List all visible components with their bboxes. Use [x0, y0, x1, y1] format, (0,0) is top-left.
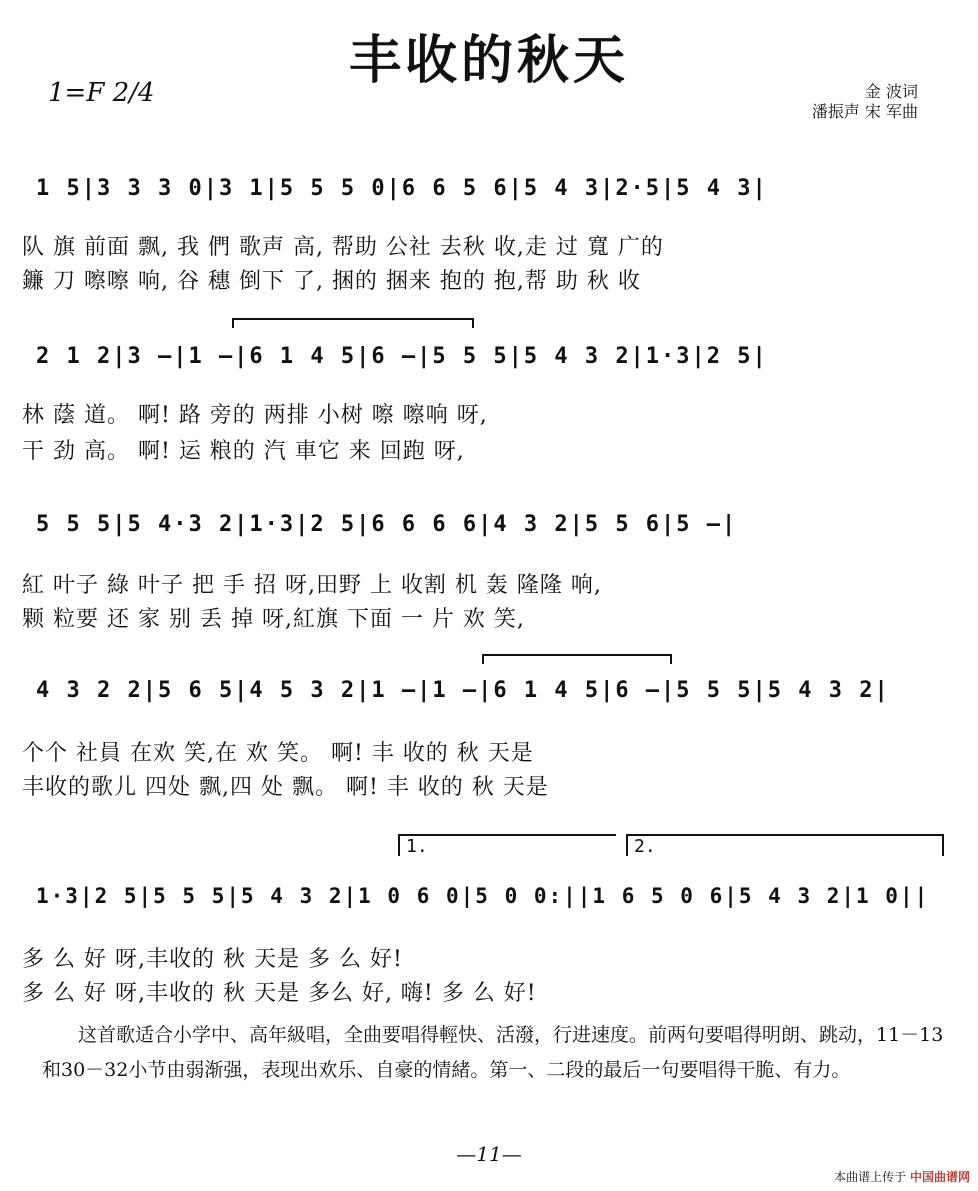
performance-notes: 这首歌适合小学中、高年級唱，全曲要唱得輕快、活潑，行进速度。前两句要唱得明朗、跳动，11－13和30－32小节由弱渐强，表现出欢乐、自豪的情緒。第一、二段的最后一句要唱得干脆、有力。	[42, 1024, 944, 1081]
notation-line: 4 3 2 2|5 6 5|4 5 3 2|1 —|1 —|6 1 4 5|6 —|5 5 5|5 4 3 2|	[36, 678, 890, 703]
lyricist-credit: 金 波词	[864, 82, 918, 101]
lyric-verse-2: 干 劲 高。 啊! 运 粮的 汽 車它 来 回跑 呀,	[22, 439, 465, 464]
lyric-verse-2: 鐮 刀 嚓嚓 响, 谷 穗 倒下 了, 捆的 捆来 抱的 抱,帮 助 秋 收	[22, 269, 641, 294]
song-title: 丰收的秋天	[348, 31, 629, 91]
first-ending-label: 1.	[406, 836, 428, 857]
notation-line: 1 5|3 3 3 0|3 1|5 5 5 0|6 6 5 6|5 4 3|2·5|5 4 3|	[36, 176, 768, 201]
notation-line: 5 5 5|5 4·3 2|1·3|2 5|6 6 6 6|4 3 2|5 5 6|5 —|	[36, 512, 738, 537]
phrase-bracket	[482, 654, 672, 664]
key-signature: 1=F 2/4	[48, 78, 155, 108]
notation-line: 1·3|2 5|5 5 5|5 4 3 2|1 0 6 0|5 0 0:||1 6 5 0 6|5 4 3 2|1 0||	[36, 884, 930, 908]
first-ending-bracket	[398, 834, 616, 856]
source-footer	[834, 1168, 970, 1185]
lyric-verse-2: 丰收的歌儿 四处 飘,四 处 飘。 啊! 丰 收的 秋 天是	[22, 775, 549, 800]
credits	[812, 82, 918, 122]
second-ending-bracket	[626, 834, 944, 856]
lyric-verse-1: 队 旗 前面 飘, 我 們 歌声 高, 帮助 公社 去秋 收,走 过 寬 广的	[22, 235, 664, 260]
lyric-verse-2: 颗 粒要 还 家 别 丢 掉 呀,紅旗 下面 一 片 欢 笑,	[22, 607, 525, 632]
notation-line: 2 1 2|3 —|1 —|6 1 4 5|6 —|5 5 5|5 4 3 2|1·3|2 5|	[36, 344, 768, 369]
lyric-verse-2: 多 么 好 呀,丰收的 秋 天是 多么 好, 嗨! 多 么 好!	[22, 981, 537, 1006]
score-row-4	[0, 678, 978, 898]
lyric-verse-1: 多 么 好 呀,丰收的 秋 天是 多 么 好!	[22, 947, 403, 972]
composer-credit: 潘振声 宋 军曲	[811, 102, 918, 121]
page-number: —11—	[456, 1142, 522, 1166]
lyric-verse-1: 林 蔭 道。 啊! 路 旁的 两排 小树 嚓 嚓响 呀,	[22, 403, 488, 428]
second-ending-label: 2.	[634, 836, 656, 857]
footer-text: 本曲谱上传于	[834, 1170, 907, 1184]
phrase-bracket	[232, 318, 474, 328]
lyric-verse-1: 紅 叶子 綠 叶子 把 手 招 呀,田野 上 收割 机 轰 隆隆 响,	[22, 573, 602, 598]
lyric-verse-1: 个个 社員 在欢 笑,在 欢 笑。 啊! 丰 收的 秋 天是	[22, 741, 534, 766]
site-logo: 中国曲谱网	[909, 1170, 970, 1184]
